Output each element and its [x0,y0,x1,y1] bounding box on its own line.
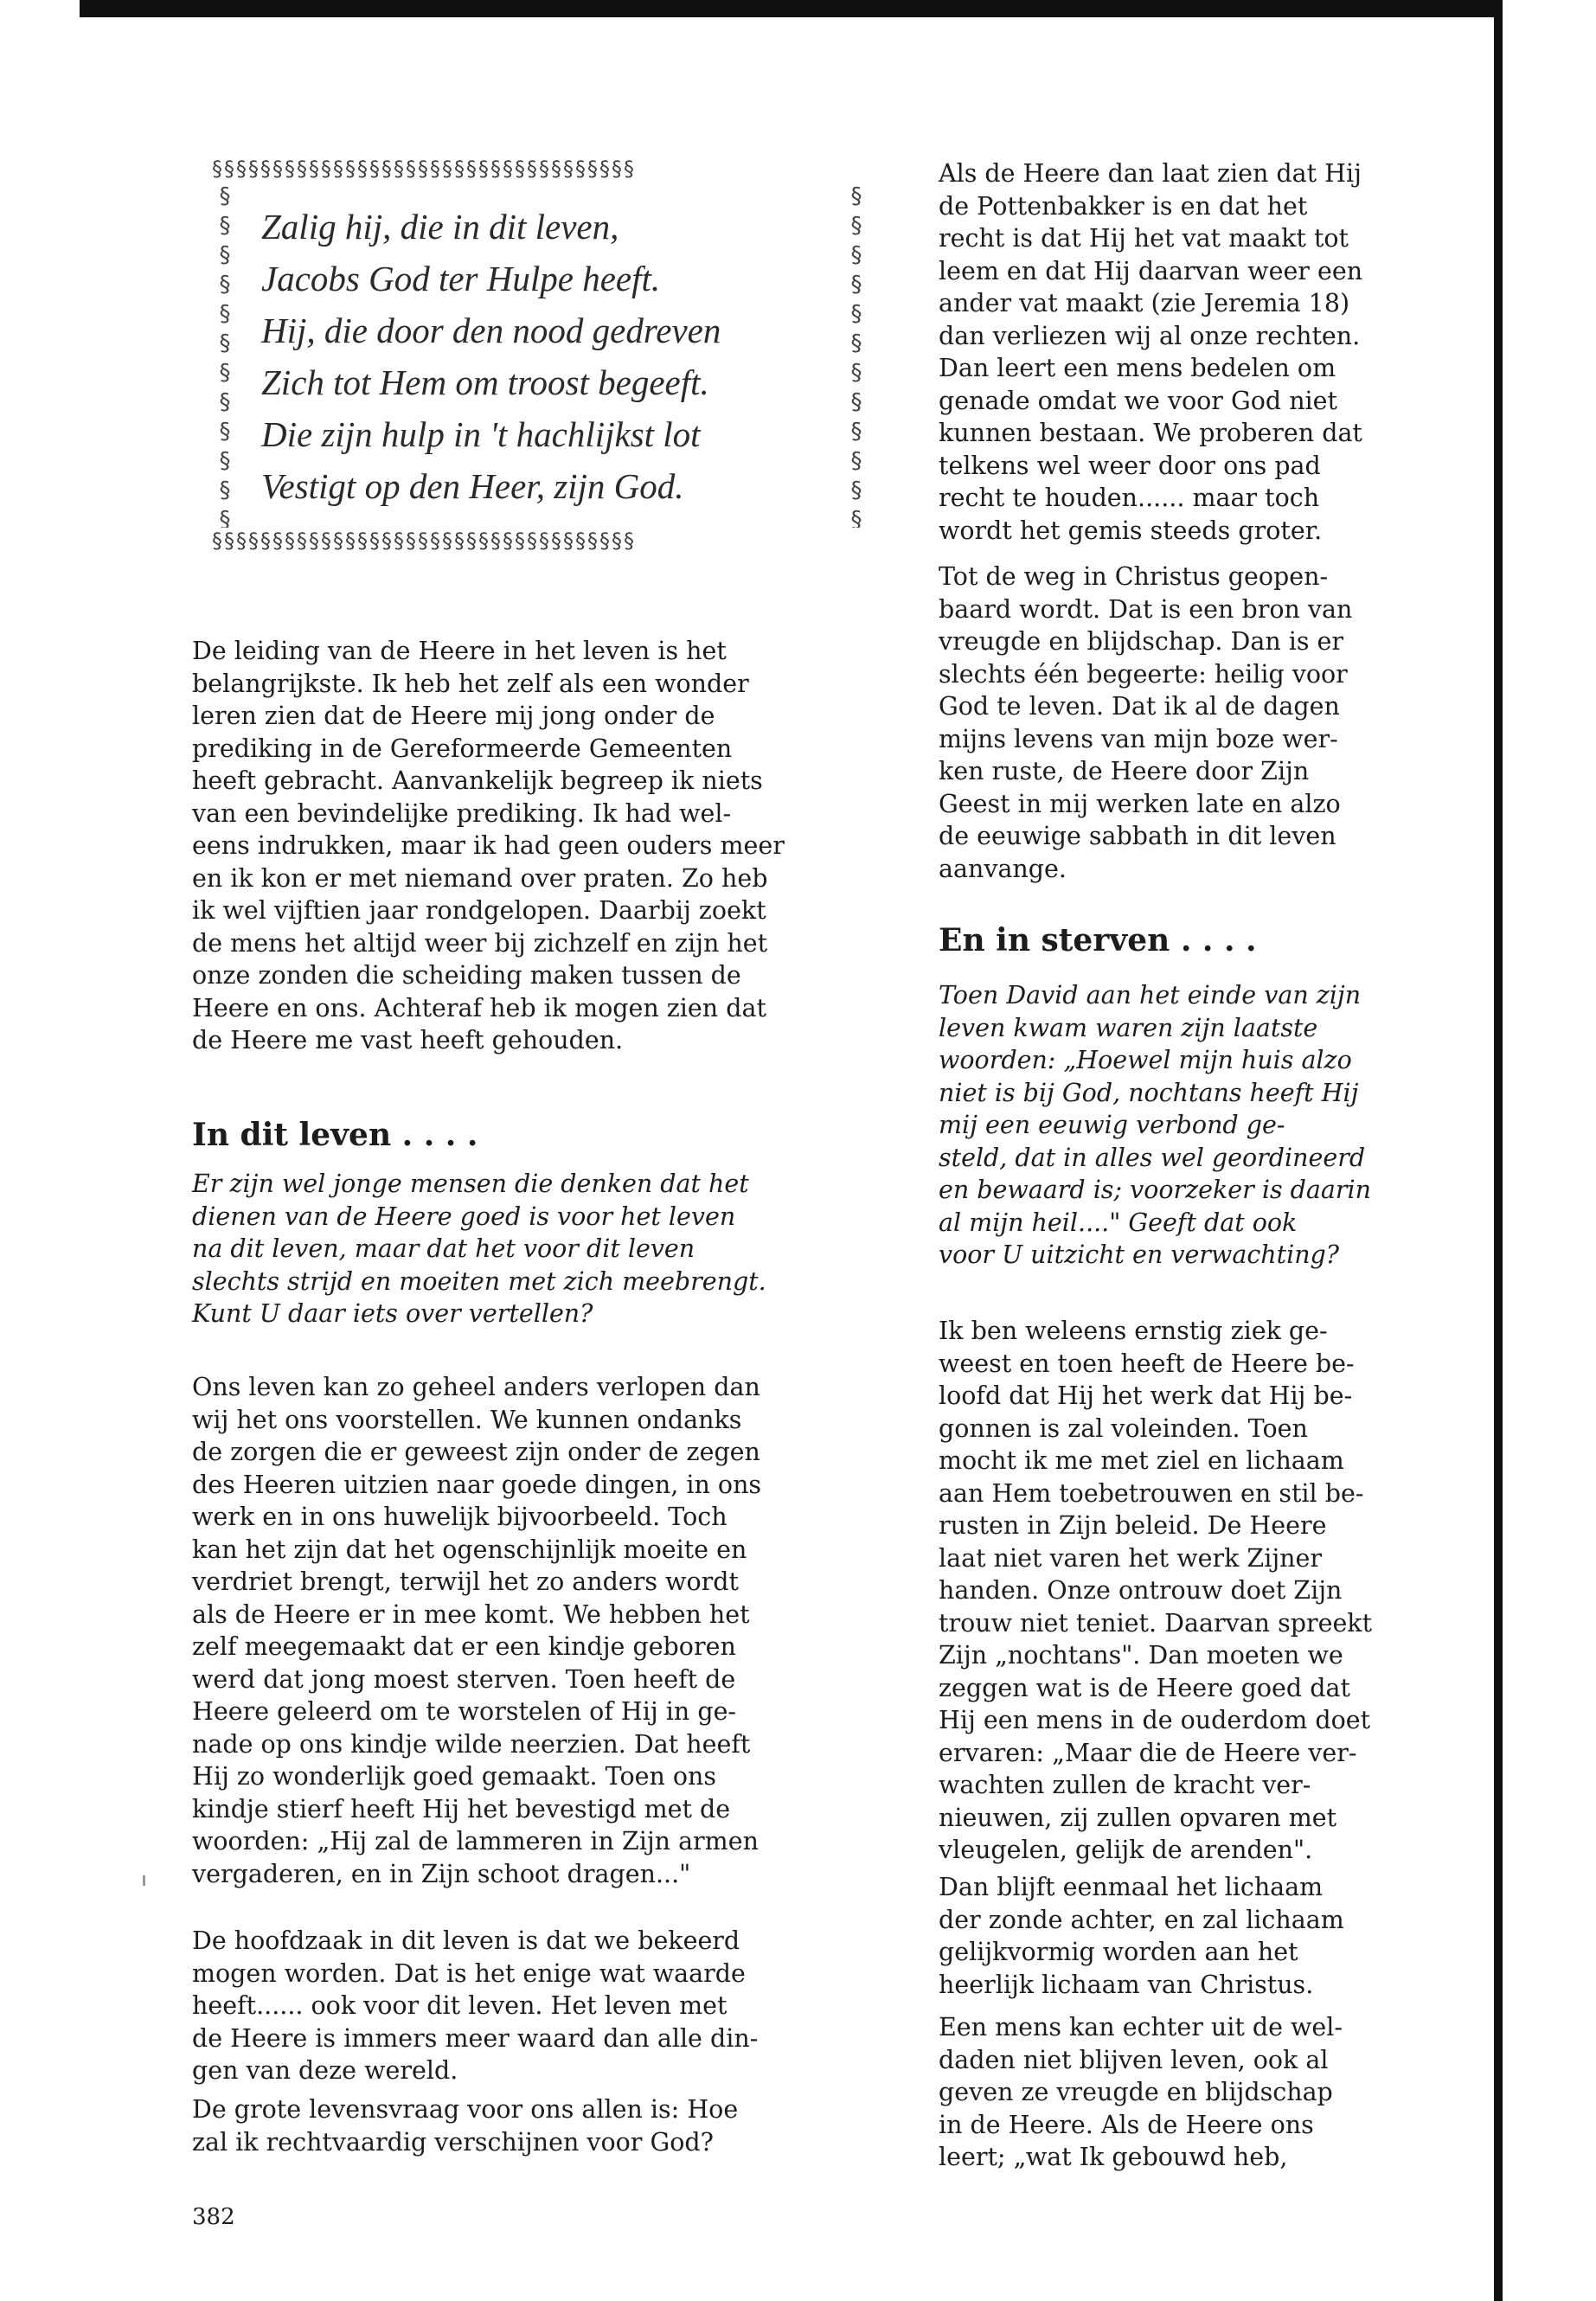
text-line: rusten in Zijn beleid. De Heere [939,1511,1327,1540]
ornamental-border-top: §§§§§§§§§§§§§§§§§§§§§§§§§§§§§§§§§§§ [212,157,636,181]
right-paragraph-5 [939,2011,1423,2174]
answer-paragraph-1 [192,1371,849,1890]
text-line: wordt het gemis steeds groter. [939,516,1323,545]
text-line: geven ze vreugde en blijdschap [939,2078,1333,2106]
text-line: ik wel vijftien jaar rondgelopen. Daarbij zoekt [192,896,766,925]
text-line: heeft gebracht. Aanvankelijk begreep ik niets [192,766,763,795]
poem-line: Hij, die door den nood gedreven [261,311,721,350]
text-line: baard wordt. Dat is een bron van [939,594,1353,624]
text-line: heeft...... ook voor dit leven. Het leven met [192,1991,727,2020]
right-paragraph-4 [939,1871,1423,2001]
text-line: mocht ik me met ziel en lichaam [939,1446,1344,1475]
text-line: na dit leven, maar dat het voor dit leven [192,1234,695,1263]
text-line: voor U uitzicht en verwachting? [939,1240,1340,1269]
text-line: leem en dat Hij daarvan weer een [939,256,1363,285]
right-paragraph-2 [939,561,1423,885]
text-line: mij een eeuwig verbond ge- [939,1111,1285,1139]
text-line: de Pottenbakker is en dat het [939,191,1308,221]
text-line: gonnen is zal voleinden. Toen [939,1413,1308,1443]
text-line: gelijkvormig worden aan het [939,1938,1298,1966]
text-line: slechts strijd en moeiten met zich meebrengt. [192,1266,766,1296]
text-line: en ik kon er met niemand over praten. Zo heb [192,863,768,893]
text-line: dienen van de Heere goed is voor het leven [192,1202,736,1231]
text-line: ander vat maakt (zie Jeremia 18) [939,289,1350,317]
poem-line: Die zijn hulp in 't hachlijkst lot [261,414,701,454]
text-line: nade op ons kindje wilde neerzien. Dat heeft [192,1729,751,1759]
right-paragraph-3 [939,1315,1423,1867]
poem-line: Jacobs God ter Hulpe heeft. [261,259,661,298]
text-line: eens indrukken, maar ik had geen ouders meer [192,831,785,860]
text-line: woorden: „Hij zal de lammeren in Zijn armen [192,1827,759,1856]
text-line: als de Heere er in mee komt. We hebben het [192,1599,750,1629]
text-line: De hoofdzaak in dit leven is dat we bekeerd [192,1926,740,1955]
text-line: de Heere is immers meer waard dan alle din- [192,2023,759,2053]
text-line: leven kwam waren zijn laatste [939,1013,1318,1042]
text-line: Hij een mens in de ouderdom doet [939,1706,1371,1734]
poem-line: Zich tot Hem om troost begeeft. [261,362,709,402]
section-heading-left [192,1116,849,1154]
text-line: zelf meegemaakt dat er een kindje geboren [192,1632,736,1661]
margin-mark [143,1875,145,1886]
text-line: laat niet varen het werk Zijner [939,1543,1323,1573]
text-line: daden niet blijven leven, ook al [939,2045,1329,2074]
text-line: ervaren: „Maar die de Heere ver- [939,1738,1357,1767]
text-line: Ons leven kan zo geheel anders verlopen dan [192,1373,760,1401]
interview-question-right [939,979,1423,1272]
right-border-rule [1494,0,1503,2301]
poem-line: Vestigt op den Heer, zijn God. [261,466,684,506]
text-line: Heere geleerd om te worstelen of Hij in ge- [192,1697,737,1726]
text-line: De grote levensvraag voor ons allen is: Hoe [192,2095,739,2124]
text-line: Zijn „nochtans". Dan moeten we [939,1641,1343,1670]
text-line: zeggen wat is de Heere goed dat [939,1673,1350,1702]
text-line: aan Hem toebetrouwen en stil be- [939,1478,1364,1508]
text-line: en bewaard is; voorzeker is daarin [939,1176,1371,1204]
text-line: in de Heere. Als de Heere ons [939,2110,1314,2139]
poem-box [212,156,869,553]
text-line: al mijn heil...." Geeft dat ook [939,1208,1298,1237]
text-line: de eeuwige sabbath in dit leven [939,822,1336,850]
poem-text [261,201,721,512]
text-line: telkens wel weer door ons pad [939,451,1321,480]
text-line: Een mens kan echter uit de wel- [939,2013,1343,2041]
text-line: dan verliezen wij al onze rechten. [939,321,1361,350]
top-border-rule [80,0,1503,17]
text-line: belangrijkste. Ik heb het zelf als een wonder [192,669,749,698]
text-line: mijns levens van mijn boze wer- [939,724,1338,753]
text-line: wachten zullen de kracht ver- [939,1771,1311,1799]
text-line: mogen worden. Dat is het enige wat waarde [192,1958,746,1988]
text-line: onze zonden die scheiding maken tussen de [192,961,741,990]
text-line: gen van deze wereld. [192,2056,458,2085]
text-line: verdriet brengt, terwijl het zo anders wordt [192,1567,739,1596]
intro-paragraph [192,635,849,1057]
text-line: Als de Heere dan laat zien dat Hij [939,159,1362,188]
text-line: aanvange. [939,854,1067,883]
section-heading-right [939,921,1423,959]
answer-paragraph-2 [192,1925,849,2087]
text-line: heerlijk lichaam van Christus. [939,1970,1314,1999]
ornamental-border-bottom: §§§§§§§§§§§§§§§§§§§§§§§§§§§§§§§§§§§ [212,529,636,553]
text-line: vergaderen, en in Zijn schoot dragen..." [192,1859,691,1888]
text-line: Tot de weg in Christus geopen- [939,562,1329,591]
heading-in-dit-leven: In dit leven . . . . [192,1117,478,1153]
text-line: trouw niet teniet. Daarvan spreekt [939,1608,1373,1638]
text-line: Er zijn wel jonge mensen die denken dat het [192,1170,749,1198]
interview-question-left [192,1168,849,1330]
heading-en-in-sterven: En in sterven . . . . [939,922,1257,958]
text-line: prediking in de Gereformeerde Gemeenten [192,734,733,763]
text-line: Toen David aan het einde van zijn [939,981,1362,1009]
text-line: genade omdat we voor God niet [939,386,1337,415]
text-line: nieuwen, zij zullen opvaren met [939,1803,1337,1832]
text-line: de Heere me vast heeft gehouden. [192,1026,624,1054]
text-line: leert; „wat Ik gebouwd heb, [939,2143,1288,2171]
text-line: God te leven. Dat ik al de dagen [939,692,1340,721]
text-line: vreugde en blijdschap. Dan is er [939,627,1344,656]
ornamental-border-right: § § § § § § § § § § § § [850,183,862,528]
text-line: niet is bij God, nochtans heeft Hij [939,1078,1359,1107]
text-line: de mens het altijd weer bij zichzelf en zijn het [192,928,768,958]
text-line: slechts één begeerte: heilig voor [939,659,1348,689]
text-line: Hij zo wonderlijk goed gemaakt. Toen ons [192,1762,717,1791]
text-line: der zonde achter, en zal lichaam [939,1905,1344,1934]
text-line: recht te houden...... maar toch [939,484,1320,512]
text-line: Dan blijft eenmaal het lichaam [939,1873,1324,1901]
text-line: Heere en ons. Achteraf heb ik mogen zien dat [192,993,766,1022]
text-line: kan het zijn dat het ogenschijnlijk moeite en [192,1535,747,1564]
text-line: leren zien dat de Heere mij jong onder de [192,702,715,730]
answer-paragraph-3 [192,2093,849,2158]
text-line: steld, dat in alles wel geordineerd [939,1143,1366,1172]
text-line: De leiding van de Heere in het leven is het [192,637,727,665]
text-line: vleugelen, gelijk de arenden". [939,1836,1313,1864]
poem-line: Zalig hij, die in dit leven, [261,207,619,247]
right-paragraph-1 [939,157,1423,547]
text-line: de zorgen die er geweest zijn onder de zegen [192,1438,760,1466]
text-line: zal ik rechtvaardig verschijnen voor God? [192,2127,714,2157]
text-line: van een bevindelijke prediking. Ik had wel- [192,798,732,828]
text-line: handen. Onze ontrouw doet Zijn [939,1576,1343,1605]
text-line: des Heeren uitzien naar goede dingen, in ons [192,1470,762,1499]
text-line: ken ruste, de Heere door Zijn [939,757,1310,785]
text-line: Kunt U daar iets over vertellen? [192,1299,593,1328]
text-line: Dan leert een mens bedelen om [939,354,1336,382]
text-line: werd dat jong moest sterven. Toen heeft de [192,1664,736,1694]
text-line: Ik ben weleens ernstig ziek ge- [939,1317,1328,1345]
text-line: woorden: „Hoewel mijn huis alzo [939,1046,1352,1074]
text-line: weest en toen heeft de Heere be- [939,1349,1355,1378]
text-line: loofd dat Hij het werk dat Hij be- [939,1381,1353,1410]
text-line: wij het ons voorstellen. We kunnen ondanks [192,1405,742,1434]
text-line: kunnen bestaan. We proberen dat [939,419,1362,447]
text-line: Geest in mij werken late en alzo [939,789,1341,818]
text-line: werk en in ons huwelijk bijvoorbeeld. Toch [192,1503,727,1531]
text-line: recht is dat Hij het vat maakt tot [939,224,1349,253]
text-line: kindje stierf heeft Hij het bevestigd met de [192,1794,731,1823]
page-number: 382 [192,2204,235,2230]
ornamental-border-left: § § § § § § § § § § § § [219,183,231,528]
